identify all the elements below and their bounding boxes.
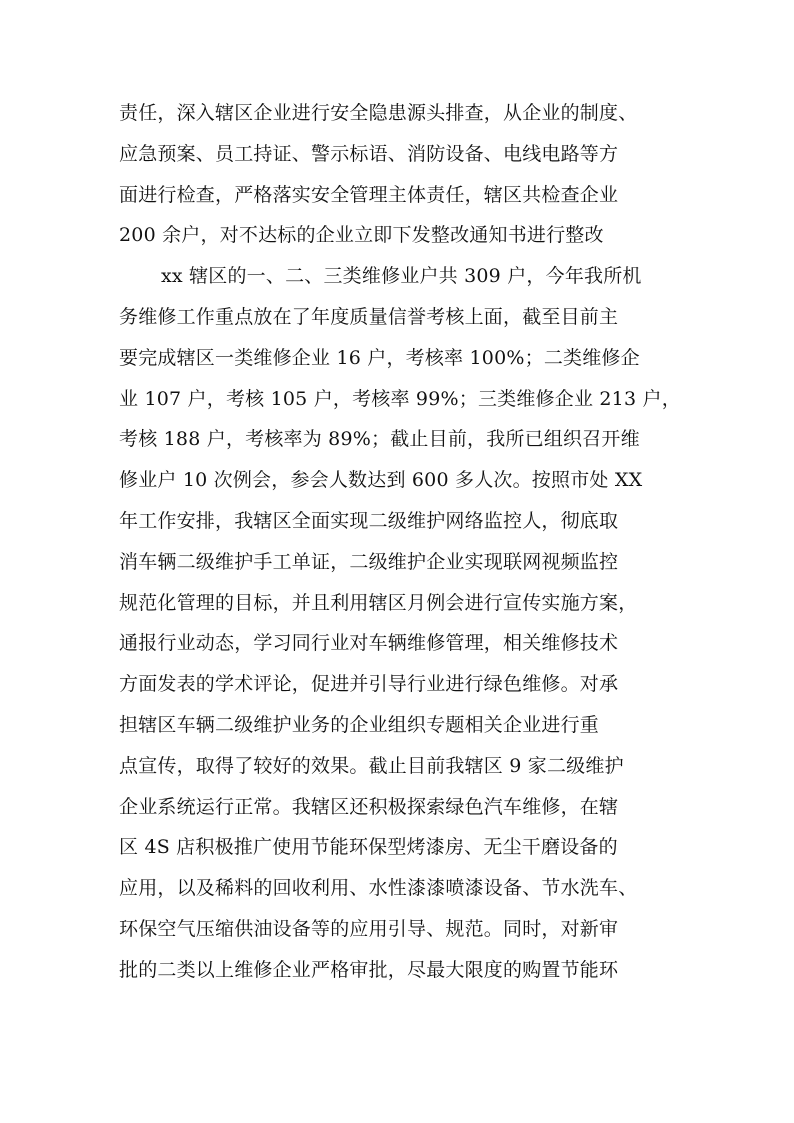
body-text (119, 93, 684, 991)
text-line: 环保空气压缩供油设备等的应用引导、规范。同时，对新审 (119, 917, 619, 940)
text-line: 通报行业动态，学习同行业对车辆维修管理，相关维修技术 (119, 632, 619, 655)
text-line: 应急预案、员工持证、警示标语、消防设备、电线电路等方 (119, 142, 619, 165)
text-line: 区 4S 店积极推广使用节能环保型烤漆房、无尘干磨设备的 (119, 836, 618, 859)
text-line: 修业户 10 次例会，参会人数达到 600 多人次。按照市处 XX (119, 469, 643, 492)
text-line: 考核 188 户，考核率为 89%；截止目前，我所已组织召开维 (119, 428, 640, 451)
text-line: 责任，深入辖区企业进行安全隐患源头排查，从企业的制度、 (119, 102, 638, 124)
text-line: 面进行检查，严格落实安全管理主体责任，辖区共检查企业 (119, 183, 619, 206)
text-line: 年工作安排，我辖区全面实现二级维护网络监控人，彻底取 (119, 509, 619, 532)
text-line: 企业系统运行正常。我辖区还积极探索绿色汽车维修，在辖 (119, 795, 619, 818)
text-line: 应用，以及稀料的回收利用、水性漆漆喷漆设备、节水洗车、 (119, 877, 638, 900)
text-line: 批的二类以上维修企业严格审批，尽最大限度的购置节能环 (119, 958, 619, 981)
text-line: 担辖区车辆二级维护业务的企业组织专题相关企业进行重 (119, 713, 600, 736)
text-line: 方面发表的学术评论，促进并引导行业进行绿色维修。对承 (119, 673, 619, 696)
text-line: 点宣传，取得了较好的效果。截止目前我辖区 9 家二级维护 (119, 754, 624, 777)
paragraph-start-line: xx 辖区的一、二、三类维修业户共 309 户，今年我所机 (161, 265, 642, 288)
text-line: 200 余户，对不达标的企业立即下发整改通知书进行整改 (119, 224, 604, 247)
text-line: 规范化管理的目标，并且利用辖区月例会进行宣传实施方案， (119, 591, 638, 614)
text-line: 业 107 户，考核 105 户，考核率 99%；三类维修企业 213 户， (119, 387, 681, 410)
text-line: 消车辆二级维护手工单证，二级维护企业实现联网视频监控 (119, 550, 619, 573)
text-line: 务维修工作重点放在了年度质量信誉考核上面，截至目前主 (119, 305, 619, 328)
text-line: 要完成辖区一类维修企业 16 户，考核率 100%；二类维修企 (119, 346, 640, 369)
